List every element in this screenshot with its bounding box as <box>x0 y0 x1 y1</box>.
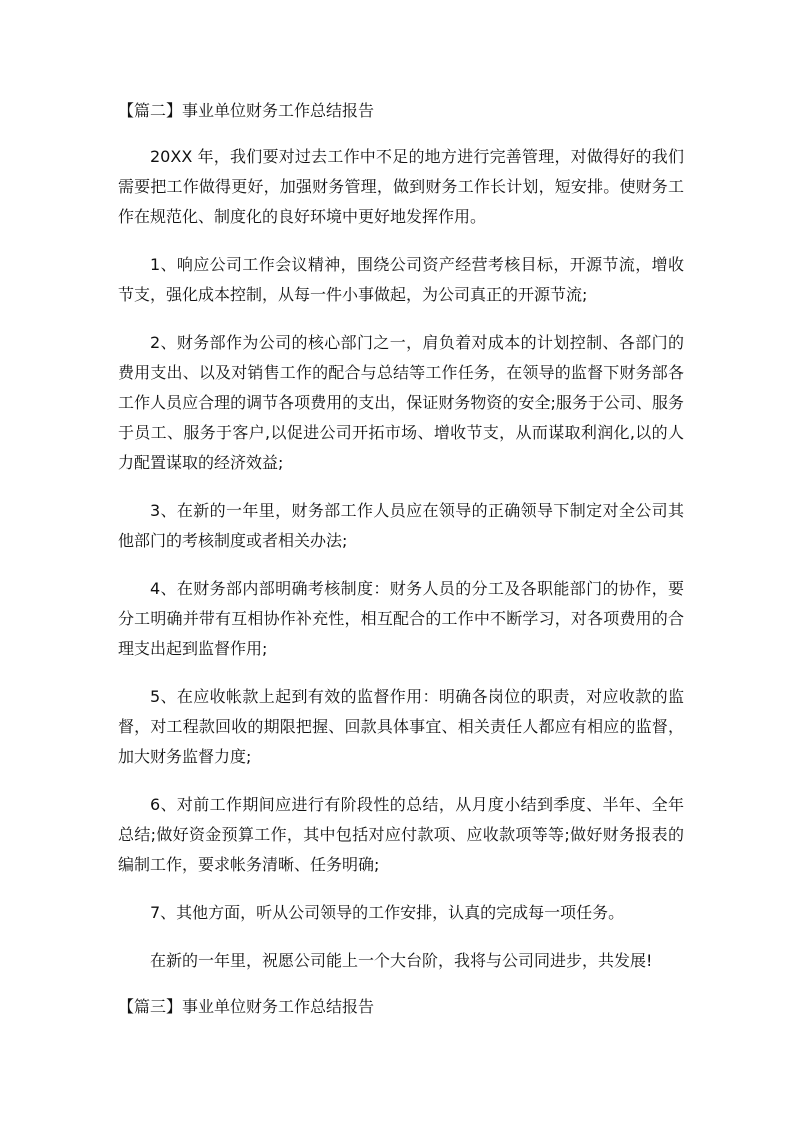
intro-paragraph: 20XX 年，我们要对过去工作中不足的地方进行完善管理，对做得好的我们需要把工作做得更好，加强财务管理，做到财务工作长计划，短安排。使财务工作在规范化、制度化的良好环境中更好地发挥作用。 <box>118 147 684 226</box>
item-3-paragraph: 3、在新的一年里，财务部工作人员应在领导的正确领导下制定对全公司其他部门的考核制度或者相关办法; <box>118 501 684 550</box>
item-1-paragraph: 1、响应公司工作会议精神，围绕公司资产经营考核目标，开源节流，增收节支，强化成本控制，从每一件小事做起，为公司真正的开源节流; <box>118 255 684 304</box>
item-6-paragraph: 6、对前工作期间应进行有阶段性的总结，从月度小结到季度、半年、全年总结;做好资金预算工作，其中包括对应付款项、应收款项等等;做好财务报表的编制工作，要求帐务清晰、任务明确; <box>118 795 684 874</box>
document-body <box>118 96 684 1022</box>
section-title: 【篇三】事业单位财务工作总结报告 <box>118 997 375 1016</box>
item-5-paragraph: 5、在应收帐款上起到有效的监督作用：明确各岗位的职责，对应收款的监督，对工程款回收的期限把握、回款具体事宜、相关责任人都应有相应的监督，加大财务监督力度; <box>118 687 684 766</box>
section-title: 【篇二】事业单位财务工作总结报告 <box>118 101 375 120</box>
closing-paragraph: 在新的一年里，祝愿公司能上一个大台阶，我将与公司同进步，共发展! <box>150 951 653 970</box>
item-7-paragraph: 7、其他方面，听从公司领导的工作安排，认真的完成每一项任务。 <box>150 903 625 922</box>
item-2-paragraph: 2、财务部作为公司的核心部门之一，肩负着对成本的计划控制、各部门的费用支出、以及对销售工作的配合与总结等工作任务，在领导的监督下财务部各工作人员应合理的调节各项费用的支出，保证财务物资的安全;服务于公司、服务于员工、服务于客户,以促进公司开拓市场、增收节支，从而谋取利润化,以的人力配置谋取的经济效益; <box>118 333 684 472</box>
item-4-paragraph: 4、在财务部内部明确考核制度：财务人员的分工及各职能部门的协作，要分工明确并带有互相协作补充性，相互配合的工作中不断学习，对各项费用的合理支出起到监督作用; <box>118 579 684 658</box>
